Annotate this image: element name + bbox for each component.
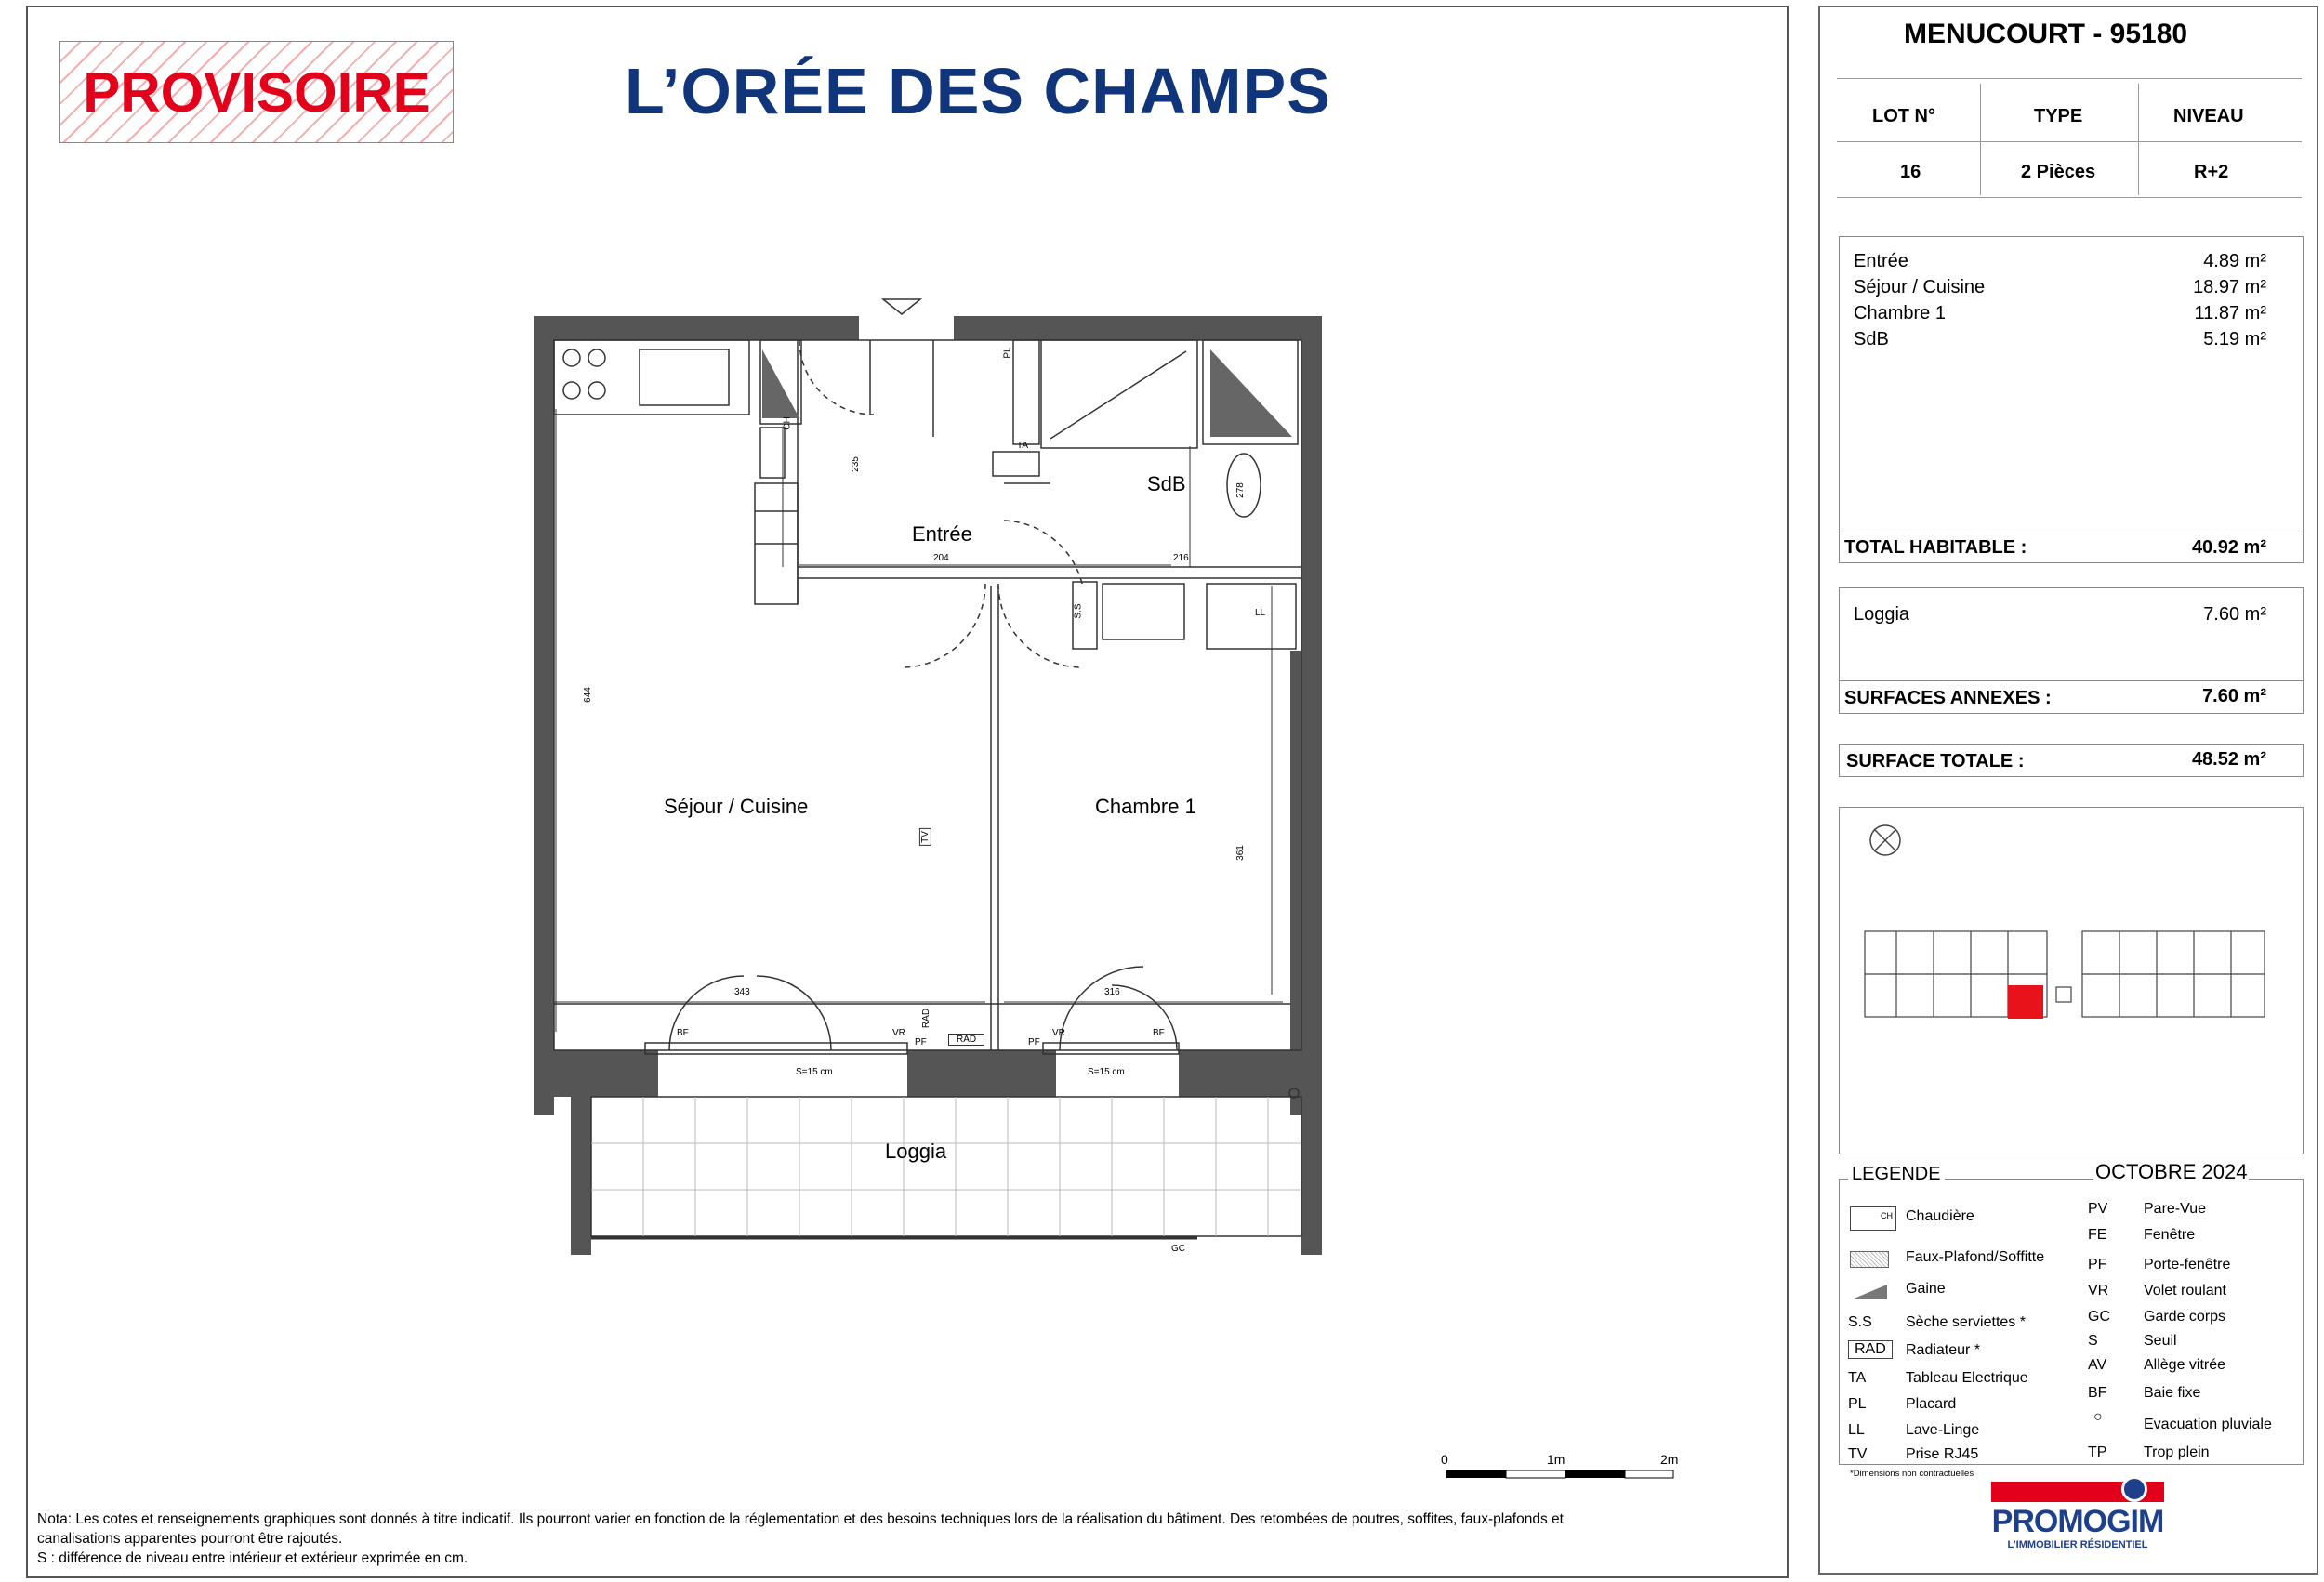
scale-0: 0 [1441,1452,1448,1467]
legend-right-5: Seuil [2144,1333,2177,1349]
entrance-arrow [883,299,920,314]
val-type: 2 Pièces [2021,162,2096,182]
legend-left-code-4: RAD [1848,1340,1893,1359]
col-niveau: NIVEAU [2173,106,2244,126]
legend-left-code-7: LL [1848,1422,1865,1438]
room-chambre: Chambre 1 [1095,795,1196,818]
legend-left-0: Chaudière [1906,1208,1974,1224]
legend-left-2: Gaine [1906,1281,1946,1297]
wall-east-top [1301,316,1322,679]
label-rad-2: RAD [948,1034,984,1046]
legend-right-code-2: PF [2088,1257,2107,1272]
legend-right-1: Fenêtre [2144,1227,2196,1243]
annex-total-label: SURFACES ANNEXES : [1844,688,2052,708]
label-pl: PL [1002,347,1013,359]
annex-area-0: 7.60 m² [2203,604,2266,625]
label-ss: S.S [1073,603,1084,619]
legend-date: OCTOBRE 2024 [2095,1160,2248,1183]
label-gc: GC [1171,1244,1185,1254]
legend-right-code-5: S [2088,1333,2098,1349]
label-vr-1: VR [892,1028,905,1038]
loggia-wall-west [571,1088,591,1255]
room-area-3: 5.19 m² [2203,329,2266,349]
legend-right-3: Volet roulant [2144,1283,2226,1299]
label-tv: TV [919,828,931,846]
legend-left-8: Prise RJ45 [1906,1446,1979,1462]
legend-right-code-6: AV [2088,1357,2107,1373]
label-ch: CH [782,416,793,430]
label-pf-2: PF [1028,1037,1040,1048]
legend-left-code-6: PL [1848,1396,1867,1412]
legend-left-1: Faux-Plafond/Soffitte [1906,1249,2045,1265]
legend-right-9: Trop plein [2144,1444,2210,1460]
city-title: MENUCOURT - 95180 [1904,19,2188,49]
legend-right-code-9: TP [2088,1444,2107,1460]
dim-361: 361 [1235,845,1246,861]
total-habitable-value: 40.92 m² [2191,537,2266,558]
surface-totale-value: 48.52 m² [2191,749,2266,770]
surface-totale-label: SURFACE TOTALE : [1846,751,2025,771]
scale-2m: 2m [1660,1452,1679,1467]
legend-left-7: Lave-Linge [1906,1422,1980,1438]
wall-west [534,316,554,1115]
chaudiere-symbol [1850,1206,1896,1231]
brand-tagline: L’IMMOBILIER RÉSIDENTIEL [2007,1539,2148,1550]
room-name-0: Entrée [1854,251,1908,271]
key-plan [1850,814,2296,1149]
val-niveau: R+2 [2194,162,2229,182]
label-ll: LL [1255,608,1266,618]
gaine-sdb [1210,349,1292,437]
col-type: TYPE [2034,106,2083,126]
project-title: L’ORÉE DES CHAMPS [625,55,1331,127]
legend-title: LEGENDE [1848,1164,1945,1185]
legend-right-code-0: PV [2088,1201,2108,1217]
loggia-wall-east [1301,1088,1322,1255]
val-lot: 16 [1900,162,1921,182]
nota-line-1: Nota: Les cotes et renseignements graphiques sont donnés à titre indicatif. Ils pourront varier en fonction de la réglementation et des besoins techniques lors de la réalisation du bâtiment. Des retombées de poutres, soffites, faux-plafonds et [37,1511,1564,1527]
legend-left-5: Tableau Electrique [1906,1370,2028,1386]
legend-right-2: Porte-fenêtre [2144,1257,2231,1272]
legend-right-code-3: VR [2088,1283,2109,1299]
brand-name: PROMOGIM [1991,1504,2164,1539]
legend-left-code-5: TA [1848,1370,1867,1386]
label-rad-1: RAD [921,1008,932,1029]
room-area-1: 18.97 m² [2193,277,2266,297]
legend-left-4: Radiateur * [1906,1342,1981,1358]
legend-right-code-7: BF [2088,1385,2107,1401]
dim-644: 644 [582,687,593,703]
wall-north-right [954,316,1309,340]
label-ta: TA [1017,441,1029,451]
label-vr-2: VR [1052,1028,1065,1038]
label-seuil-2: S=15 cm [1088,1067,1125,1077]
total-habitable-label: TOTAL HABITABLE : [1844,537,2027,558]
label-seuil-1: S=15 cm [796,1067,833,1077]
dim-343: 343 [734,987,750,997]
wall-south-right [1179,1050,1322,1097]
wall-north-left [534,316,859,340]
legend-right-6: Allège vitrée [2144,1357,2226,1373]
legend-left-3: Sèche serviettes * [1906,1314,2026,1330]
annex-name-0: Loggia [1854,604,1910,625]
dim-204: 204 [933,553,949,563]
provisoire-text: PROVISOIRE [83,60,430,124]
scale-1m: 1m [1547,1452,1565,1467]
room-entree: Entrée [912,522,972,546]
legend-right-0: Pare-Vue [2144,1201,2206,1217]
legend-left-code-3: S.S [1848,1314,1872,1330]
nota [37,1509,1785,1568]
provisoire-stamp [59,41,454,143]
legend-right-7: Baie fixe [2144,1385,2201,1401]
dim-235: 235 [850,456,861,472]
floor-plan [521,288,1357,1264]
nota-line-2: canalisations apparentes pourront être rajoutés. [37,1531,343,1547]
logo-dot-icon [2121,1476,2147,1502]
gaine-symbol [1850,1283,1891,1301]
dim-316: 316 [1104,987,1120,997]
dim-216: 216 [1173,553,1189,563]
faux-plafond-symbol [1850,1251,1889,1268]
col-lot: LOT N° [1872,106,1935,126]
room-area-2: 11.87 m² [2194,303,2266,323]
label-bf-2: BF [1153,1028,1165,1038]
dim-278: 278 [1235,482,1246,498]
wall-south-left [534,1050,658,1097]
legend-right-4: Garde corps [2144,1309,2226,1325]
wall-south-mid [907,1050,1056,1097]
annex-total-value: 7.60 m² [2202,686,2266,706]
legend-right-code-8: ○ [2093,1409,2103,1425]
legend-footnote: *Dimensions non contractuelles [1850,1469,1974,1479]
legend-left-6: Placard [1906,1396,1957,1412]
wall-east-low [1290,651,1322,1115]
gaine-kitchen [762,349,799,418]
legend-right-code-4: GC [2088,1309,2110,1325]
room-name-2: Chambre 1 [1854,303,1946,323]
legend-right-8: Evacuation pluviale [2144,1417,2272,1432]
label-pf-1: PF [915,1037,927,1048]
nota-line-3: S : différence de niveau entre intérieur et extérieur exprimée en cm. [37,1550,469,1566]
room-area-0: 4.89 m² [2203,251,2266,271]
room-name-1: Séjour / Cuisine [1854,277,1986,297]
room-name-3: SdB [1854,329,1889,349]
chaudiere-code: CH [1881,1211,1893,1220]
room-sdb: SdB [1147,472,1186,495]
label-bf-1: BF [677,1028,689,1038]
lot-highlight [2008,985,2043,1019]
room-loggia: Loggia [885,1140,947,1163]
scale-bar [1446,1469,1679,1482]
promogim-logo [1991,1476,2164,1554]
legend-right-code-1: FE [2088,1227,2107,1243]
compass-icon [1870,825,1900,855]
legend-left-code-8: TV [1848,1446,1868,1462]
room-sejour: Séjour / Cuisine [664,795,809,818]
